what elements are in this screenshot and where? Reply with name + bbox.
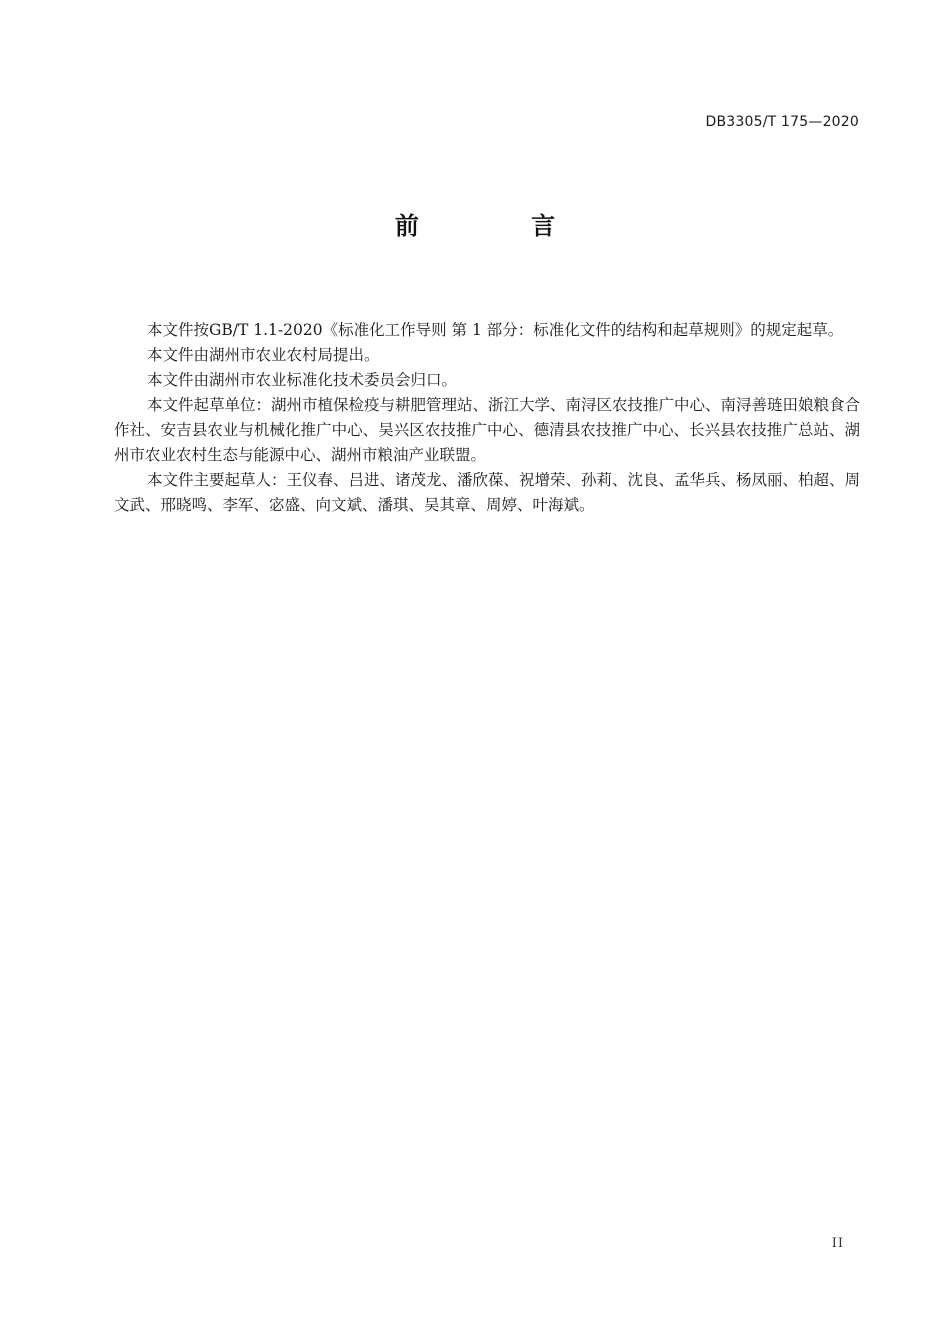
paragraph-main-drafters: 本文件主要起草人：王仪春、吕进、诸茂龙、潘欣葆、祝增荣、孙莉、沈良、孟华兵、杨凤丽、柏超、周文武、邢晓鸣、李军、宓盛、向文斌、潘琪、吴其章、周婷、叶海斌。 [114,471,861,514]
paragraph-proposed-by: 本文件由湖州市农业农村局提出。 [147,346,380,364]
paragraph-drafting-rules: 本文件按GB/T 1.1-2020《标准化工作导则 第 1 部分：标准化文件的结构和起草规则》的规定起草。 [147,321,844,339]
paragraph-drafting-units: 本文件起草单位：湖州市植保检疫与耕肥管理站、浙江大学、南浔区农技推广中心、南浔善琏田娘粮食合作社、安吉县农业与机械化推广中心、吴兴区农技推广中心、德清县农技推广中心、长兴县农技推广总站、湖州市农业农村生态与能源中心、湖州市粮油产业联盟。 [114,396,861,464]
preface-body [114,318,860,518]
paragraph-centralized-by: 本文件由湖州市农业标准化技术委员会归口。 [147,371,458,389]
section-title: 前 言 [394,212,608,240]
page-number: II [831,1236,844,1251]
document-code: DB3305/T 175—2020 [705,114,859,130]
